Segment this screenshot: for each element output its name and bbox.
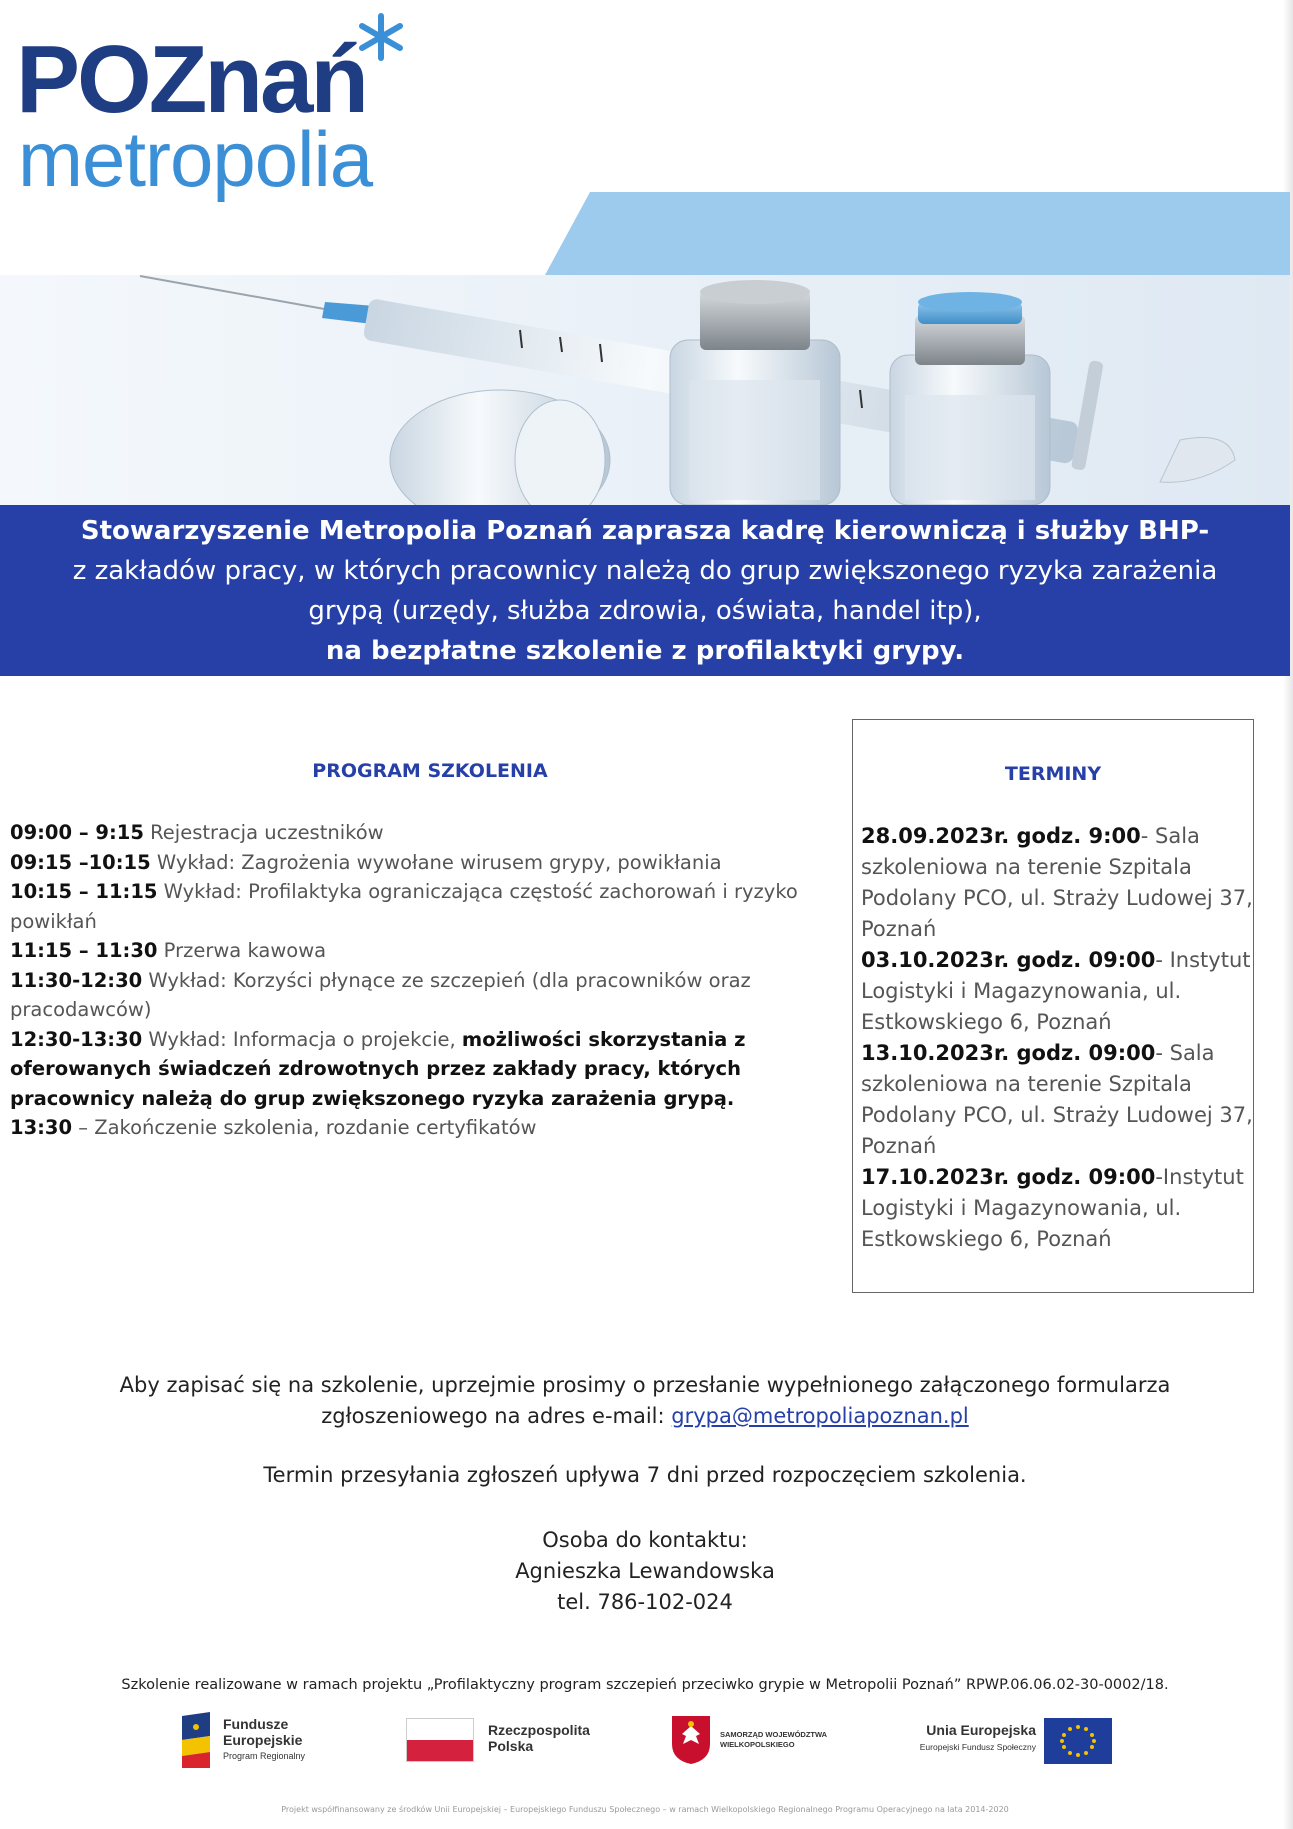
terminy-title: TERMINY bbox=[1004, 763, 1102, 785]
sw-line-1: SAMORZĄD WOJEWÓDZTWA bbox=[720, 1730, 828, 1739]
program-text: Przerwa kawowa bbox=[157, 939, 327, 962]
termin-location: - Instytut Logistyki i Magazynowania, ul. Estkowskiego 6, Poznań bbox=[861, 948, 1251, 1034]
logo-line-1: POZnań bbox=[16, 26, 367, 133]
contact-info bbox=[0, 1525, 1290, 1618]
program-time: 12:30-13:30 bbox=[10, 1027, 143, 1051]
rp-line-1: Rzeczpospolita bbox=[488, 1722, 590, 1738]
invitation-line-2: z zakładów pracy, w których pracownicy należą do grup zwiększonego ryzyka zarażenia bbox=[72, 555, 1218, 586]
termin-item bbox=[861, 821, 1253, 945]
termin-location: - Sala szkoleniowa na terenie Szpitala Podolany PCO, ul. Straży Ludowej 37, Poznań bbox=[861, 1041, 1253, 1158]
program-time: 09:15 –10:15 bbox=[10, 850, 151, 874]
samorzad-wielkopolski-logo bbox=[670, 1710, 850, 1770]
fe-line-2: Europejskie bbox=[223, 1732, 303, 1748]
footer-logos bbox=[0, 1710, 1290, 1780]
vaccine-hero-image bbox=[0, 190, 1290, 505]
contact-phone: tel. 786-102-024 bbox=[557, 1590, 733, 1614]
logo-line-2: metropolia bbox=[18, 115, 373, 203]
deadline-text: Termin przesyłania zgłoszeń upływa 7 dni przed rozpoczęciem szkolenia. bbox=[263, 1463, 1027, 1487]
program-item bbox=[10, 848, 840, 878]
invitation-line-4: na bezpłatne szkolenie z profilaktyki grypy. bbox=[325, 635, 965, 666]
program-text: Wykład: Zagrożenia wywołane wirusem grypy, powikłania bbox=[150, 850, 722, 874]
program-item bbox=[10, 877, 840, 936]
program-time: 11:30-12:30 bbox=[10, 968, 143, 992]
contact-name: Agnieszka Lewandowska bbox=[515, 1559, 775, 1583]
signup-line-2-prefix: zgłoszeniowego na adres e-mail: bbox=[321, 1404, 672, 1428]
termin-date: 17.10.2023r. godz. 09:00 bbox=[861, 1165, 1156, 1189]
terminy-list bbox=[861, 821, 1253, 1255]
email-link[interactable]: grypa@metropoliapoznan.pl bbox=[671, 1404, 969, 1428]
program-list bbox=[10, 818, 840, 1143]
termin-item bbox=[861, 1038, 1253, 1162]
program-item bbox=[10, 966, 840, 1025]
termin-item bbox=[861, 1162, 1253, 1255]
rp-line-2: Polska bbox=[488, 1738, 534, 1754]
ue-line-1: Unia Europejska bbox=[926, 1722, 1036, 1738]
eu-flag-icon bbox=[1044, 1718, 1112, 1764]
signup-info bbox=[0, 1370, 1290, 1432]
program-time: 10:15 – 11:15 bbox=[10, 880, 158, 903]
program-time: 13:30 bbox=[10, 1116, 73, 1139]
fe-line-3: Program Regionalny bbox=[223, 1751, 306, 1761]
program-title: PROGRAM SZKOLENIA bbox=[312, 760, 548, 782]
program-text: Wykład: Informacja o projekcie, bbox=[142, 1027, 462, 1051]
contact-label: Osoba do kontaktu: bbox=[542, 1528, 748, 1552]
program-item bbox=[10, 936, 840, 966]
signup-line-2 bbox=[0, 1401, 1290, 1432]
invitation-line-3: grypą (urzędy, służba zdrowia, oświata, handel itp), bbox=[308, 595, 982, 626]
termin-location: - Sala szkoleniowa na terenie Szpitala Podolany PCO, ul. Straży Ludowej 37, Poznań bbox=[861, 824, 1253, 941]
termin-date: 13.10.2023r. godz. 09:00 bbox=[861, 1041, 1156, 1065]
program-text-emphasis: możliwości skorzystania z oferowanych świadczeń zdrowotnych przez zakłady pracy, których pracownicy należą do grup zwiększonego ryzyka zarażenia grypą. bbox=[10, 1027, 746, 1110]
project-note: Szkolenie realizowane w ramach projektu „Profilaktyczny program szczepień przeciwko grypie w Metropolii Poznań” RPWP.06.06.02-30-0002/18. bbox=[121, 1677, 1169, 1693]
program-time: 09:00 – 9:15 bbox=[10, 821, 144, 844]
program-text: Wykład: Korzyści płynące ze szczepień (dla pracowników oraz pracodawców) bbox=[10, 968, 751, 1021]
rzeczpospolita-polska-logo bbox=[406, 1710, 606, 1770]
termin-date: 28.09.2023r. godz. 9:00 bbox=[861, 824, 1141, 848]
sw-line-2: WIELKOPOLSKIEGO bbox=[720, 1740, 795, 1749]
polish-flag-icon bbox=[406, 1718, 474, 1762]
program-text: – Zakończenie szkolenia, rozdanie certyfikatów bbox=[72, 1116, 537, 1139]
termin-date: 03.10.2023r. godz. 09:00 bbox=[861, 948, 1156, 972]
program-item bbox=[10, 1025, 840, 1114]
termin-location: -Instytut Logistyki i Magazynowania, ul. Estkowskiego 6, Poznań bbox=[861, 1165, 1244, 1251]
program-time: 11:15 – 11:30 bbox=[10, 939, 158, 962]
invitation-banner bbox=[0, 505, 1290, 676]
signup-line-1: Aby zapisać się na szkolenie, uprzejmie prosimy o przesłanie wypełnionego załączonego formularza bbox=[119, 1373, 1171, 1397]
fe-flag-icon bbox=[180, 1712, 212, 1768]
fine-print: Projekt współfinansowany ze środków Unii Europejskiej – Europejskiego Funduszu Społecznego – w ramach Wielkopolskiego Regionalnego Programu Operacyjnego na lata 2014-2020 bbox=[281, 1805, 1009, 1814]
termin-item bbox=[861, 945, 1253, 1038]
program-item bbox=[10, 1113, 840, 1143]
invitation-line-1: Stowarzyszenie Metropolia Poznań zaprasza kadrę kierowniczą i służby BHP- bbox=[80, 515, 1210, 546]
program-text: Wykład: Profilaktyka ograniczająca częstość zachorowań i ryzyko powikłań bbox=[10, 880, 798, 933]
logo-asterisk-icon bbox=[356, 12, 406, 62]
fe-line-1: Fundusze bbox=[223, 1716, 289, 1732]
unia-europejska-logo bbox=[895, 1710, 1120, 1770]
eagle-crest-icon bbox=[670, 1714, 712, 1766]
fundusze-europejskie-logo bbox=[180, 1710, 340, 1770]
ue-line-2: Europejski Fundusz Społeczny bbox=[919, 1742, 1036, 1752]
program-text: Rejestracja uczestników bbox=[143, 821, 384, 844]
terminy-box bbox=[852, 719, 1254, 1293]
program-item bbox=[10, 818, 840, 848]
